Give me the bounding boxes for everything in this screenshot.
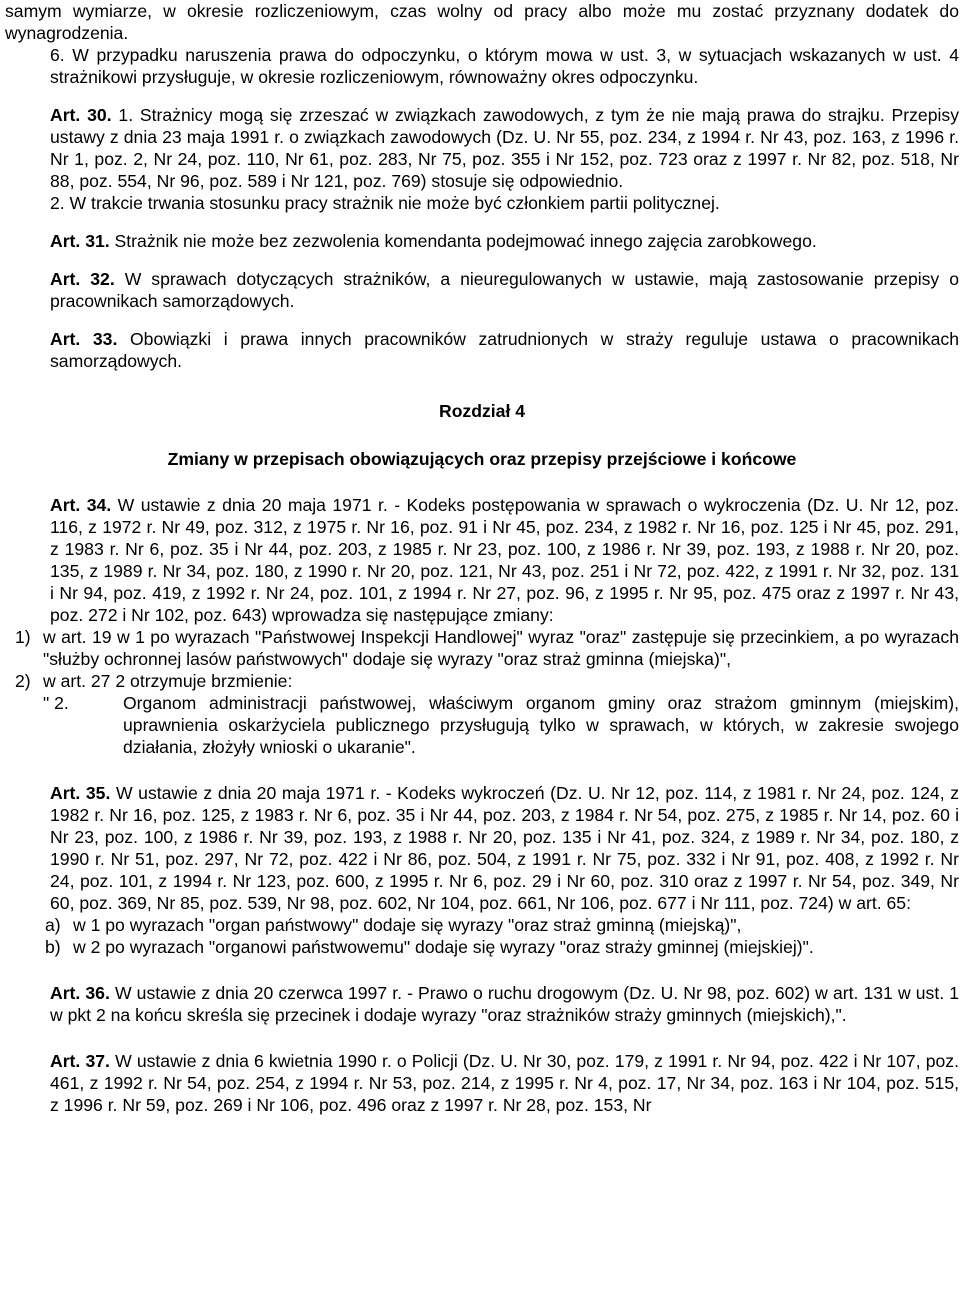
article-35-label: Art. 35. — [50, 783, 111, 803]
list-item-text: w art. 19 w 1 po wyrazach "Państwowej Inspekcji Handlowej" wyraz "oraz" zastępuje się przecinkiem, a po wyrazach "służby ochronnej lasów państwowych" dodaje się wyrazy "oraz straż gminna (miejska)", — [43, 627, 959, 669]
article-37 — [5, 1050, 959, 1116]
article-33-label: Art. 33. — [50, 329, 118, 349]
list-item — [5, 670, 959, 692]
intro-continuation: samym wymiarze, w okresie rozliczeniowym, czas wolny od pracy albo może mu zostać przyznany dodatek do wynagrodzenia. — [5, 1, 959, 43]
article-36-label: Art. 36. — [50, 983, 110, 1003]
list-item-mark: a) — [45, 915, 61, 935]
list-item-text: w 1 po wyrazach "organ państwowy" dodaje się wyrazy "oraz straż gminną (miejską)", — [73, 915, 742, 935]
quote-mark: " 2. — [43, 693, 69, 713]
list-item-mark: 1) — [15, 627, 31, 647]
list-item-text: w art. 27 2 otrzymuje brzmienie: — [43, 671, 293, 691]
document-page — [5, 0, 959, 1116]
article-30-par2: 2. W trakcie trwania stosunku pracy strażnik nie może być członkiem partii politycznej. — [50, 193, 720, 213]
list-item — [5, 936, 959, 958]
article-33 — [5, 328, 959, 372]
article-32-text: W sprawach dotyczących strażników, a nieuregulowanych w ustawie, mają zastosowanie przepisy o pracownikach samorządowych. — [50, 269, 959, 311]
chapter-number: Rozdział 4 — [438, 401, 526, 421]
article-32-label: Art. 32. — [50, 269, 115, 289]
list-item — [5, 914, 959, 936]
article-31-text: Strażnik nie może bez zezwolenia komendanta podejmować innego zajęcia zarobkowego. — [114, 231, 817, 251]
article-34-label: Art. 34. — [50, 495, 112, 515]
article-35-items — [5, 914, 959, 958]
article-35-text: W ustawie z dnia 20 maja 1971 r. - Kodeks wykroczeń (Dz. U. Nr 12, poz. 114, z 1981 r. Nr 24, poz. 124, z 1982 r. Nr 16, poz. 125, z 1983 r. Nr 6, poz. 35 i Nr 44, poz. 203, z 1984 r. Nr 54, poz. 275, z 1985 r. Nr 14, poz. 60 i Nr 23, poz. 100, z 1986 r. Nr 39, poz. 193, z 1988 r. Nr 20, poz. 135 i Nr 41, poz. 324, z 1989 r. Nr 34, poz. 180, z 1990 r. Nr 51, poz. 297, Nr 72, poz. 422 i Nr 86, poz. 504, z 1991 r. Nr 75, poz. 332 i Nr 91, poz. 408, z 1992 r. Nr 24, poz. 101, z 1994 r. Nr 123, poz. 600, z 1995 r. Nr 6, poz. 29 i Nr 60, poz. 310 oraz z 1997 r. Nr 54, poz. 349, Nr 60, poz. 369, Nr 85, poz. 539, Nr 98, poz. 602, Nr 104, poz. 661, Nr 106, poz. 677 i Nr 111, poz. 724) w art. 65: — [50, 783, 959, 913]
article-37-label: Art. 37. — [50, 1051, 110, 1071]
paragraph-6: 6. W przypadku naruszenia prawa do odpoczynku, o którym mowa w ust. 3, w sytuacjach wskazanych w ust. 4 strażnikowi przysługuje, w okresie rozliczeniowym, równoważny okres odpoczynku. — [50, 45, 959, 87]
list-item-mark: 2) — [15, 671, 31, 691]
article-34-items — [5, 626, 959, 692]
article-31 — [5, 230, 959, 252]
article-36 — [5, 982, 959, 1026]
article-34-text: W ustawie z dnia 20 maja 1971 r. - Kodeks postępowania w sprawach o wykroczenia (Dz. U. Nr 12, poz. 116, z 1972 r. Nr 49, poz. 312, z 1975 r. Nr 16, poz. 91 i Nr 45, poz. 234, z 1982 r. Nr 16, poz. 125 i Nr 45, poz. 291, z 1983 r. Nr 6, poz. 35 i Nr 44, poz. 203, z 1985 r. Nr 23, poz. 100, z 1986 r. Nr 39, poz. 193, z 1988 r. Nr 20, poz. 135, z 1989 r. Nr 34, poz. 180, z 1990 r. Nr 20, poz. 121, Nr 43, poz. 251 i Nr 72, poz. 422, z 1991 r. Nr 32, poz. 131 i Nr 94, poz. 419, z 1992 r. Nr 24, poz. 101, z 1994 r. Nr 27, poz. 96, z 1995 r. Nr 95, poz. 475 oraz z 1997 r. Nr 43, poz. 272 i Nr 102, poz. 643) wprowadza się następujące zmiany: — [50, 495, 959, 625]
article-34-quote — [5, 692, 959, 758]
article-30-par1: 1. Strażnicy mogą się zrzeszać w związkach zawodowych, z tym że nie mają prawa do strajku. Przepisy ustawy z dnia 23 maja 1991 r. o związkach zawodowych (Dz. U. Nr 55, poz. 234, z 1994 r. Nr 43, poz. 163, z 1996 r. Nr 1, poz. 2, Nr 24, poz. 110, Nr 61, poz. 283, Nr 75, poz. 355 i Nr 152, poz. 723 oraz z 1997 r. Nr 82, poz. 518, Nr 88, poz. 554, Nr 96, poz. 589 i Nr 121, poz. 769) stosuje się odpowiednio. — [50, 105, 959, 191]
article-31-label: Art. 31. — [50, 231, 110, 251]
article-33-text: Obowiązki i prawa innych pracowników zatrudnionych w straży reguluje ustawa o pracownikach samorządowych. — [50, 329, 959, 371]
article-37-text: W ustawie z dnia 6 kwietnia 1990 r. o Policji (Dz. U. Nr 30, poz. 179, z 1991 r. Nr 94, poz. 422 i Nr 107, poz. 461, z 1992 r. Nr 54, poz. 254, z 1994 r. Nr 53, poz. 214, z 1995 r. Nr 4, poz. 17, Nr 34, poz. 163 i Nr 104, poz. 515, z 1996 r. Nr 59, poz. 269 i Nr 106, poz. 496 oraz z 1997 r. Nr 28, poz. 153, Nr — [50, 1051, 959, 1115]
list-item — [5, 626, 959, 670]
article-34 — [5, 494, 959, 626]
quote-text: Organom administracji państwowej, właściwym organom gminy oraz strażom gminnym (miejskim), uprawnienia oskarżyciela publicznego przysługują tylko w sprawach, w których, w zakresie swojego działania, złożyły wnioski o ukaranie". — [123, 693, 959, 757]
chapter-title: Zmiany w przepisach obowiązujących oraz przepisy przejściowe i końcowe — [167, 449, 797, 469]
article-35 — [5, 782, 959, 914]
article-32 — [5, 268, 959, 312]
article-36-text: W ustawie z dnia 20 czerwca 1997 r. - Prawo o ruchu drogowym (Dz. U. Nr 98, poz. 602) w art. 131 w ust. 1 w pkt 2 na końcu skreśla się przecinek i dodaje wyrazy "oraz strażników straży gminnych (miejskich),". — [50, 983, 959, 1025]
article-30 — [5, 104, 959, 192]
list-item-mark: b) — [45, 937, 61, 957]
list-item-text: w 2 po wyrazach "organowi państwowemu" dodaje się wyrazy "oraz straży gminnej (miejskiej)". — [73, 937, 814, 957]
article-30-label: Art. 30. — [50, 105, 112, 125]
